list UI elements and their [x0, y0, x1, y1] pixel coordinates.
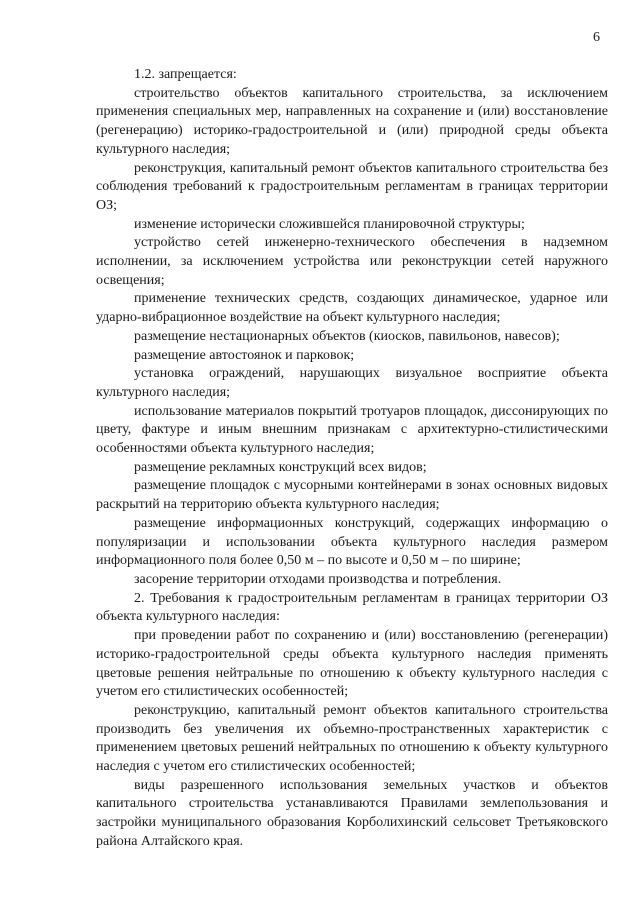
- document-body: [96, 66, 608, 852]
- paragraph: при проведении работ по сохранению и (или) восстановлению (регенерации) историко-градостроительной среды объекта культурного наследия применять цветовые решения нейтральные по отношению к объекту культурного наследия с учетом его стилистических особенностей;: [96, 628, 608, 700]
- paragraph: 2. Требования к градостроительным регламентам в границах территории ОЗ объекта культурного наследия:: [96, 590, 608, 625]
- paragraph: использование материалов покрытий тротуаров площадок, диссонирующих по цвету, фактуре и иным внешним признакам с архитектурно-стилистическими особенностями объекта культурного наследия;: [96, 403, 608, 457]
- paragraph: размещение площадок с мусорными контейнерами в зонах основных видовых раскрытий на территорию объекта культурного наследия;: [96, 478, 608, 513]
- paragraph: реконструкция, капитальный ремонт объектов капитального строительства без соблюдения требований к градостроительным регламентам в границах территории ОЗ;: [96, 160, 608, 213]
- paragraph: размещение информационных конструкций, содержащих информацию о популяризации и использовании объекта культурного наследия размером информационного поля более 0,50 м – по высоте и 0,50 м – по ширине;: [96, 515, 608, 569]
- paragraph: засорение территории отходами производства и потребления.: [134, 571, 502, 587]
- paragraph: реконструкцию, капитальный ремонт объектов капитального строительства производить без увеличения их объемно-пространственных характеристик с применением цветовых решений нейтральных по отношению к объекту культурного наследия с учетом его стилистических особенностей;: [96, 702, 608, 775]
- paragraph: размещение нестационарных объектов (киосков, павильонов, навесов);: [134, 328, 560, 344]
- paragraph: применение технических средств, создающих динамическое, ударное или ударно-вибрационное воздействие на объект культурного наследия;: [96, 291, 608, 326]
- paragraph: установка ограждений, нарушающих визуальное восприятие объекта культурного наследия;: [96, 366, 608, 400]
- paragraph: строительство объектов капитального строительства, за исключением применения специальных мер, направленных на сохранение и (или) восстановление (регенерацию) историко-градостроительной и (или) природной среды объекта культурного наследия;: [96, 85, 608, 157]
- paragraph: изменение исторически сложившейся планировочной структуры;: [134, 216, 525, 232]
- paragraph: устройство сетей инженерно-технического обеспечения в надземном исполнении, за исключением устройства или реконструкции сетей наружного освещения;: [96, 235, 608, 288]
- paragraph: виды разрешенного использования земельных участков и объектов капитального строительства устанавливаются Правилами землепользования и застройки муниципального образования Корболихинский сельсовет Третьяковского района Алтайского края.: [96, 777, 608, 849]
- paragraph: размещение рекламных конструкций всех видов;: [134, 459, 427, 475]
- paragraph: размещение автостоянок и парковок;: [134, 347, 355, 363]
- paragraph: 1.2. запрещается:: [134, 67, 237, 82]
- page-number: 6: [593, 30, 600, 45]
